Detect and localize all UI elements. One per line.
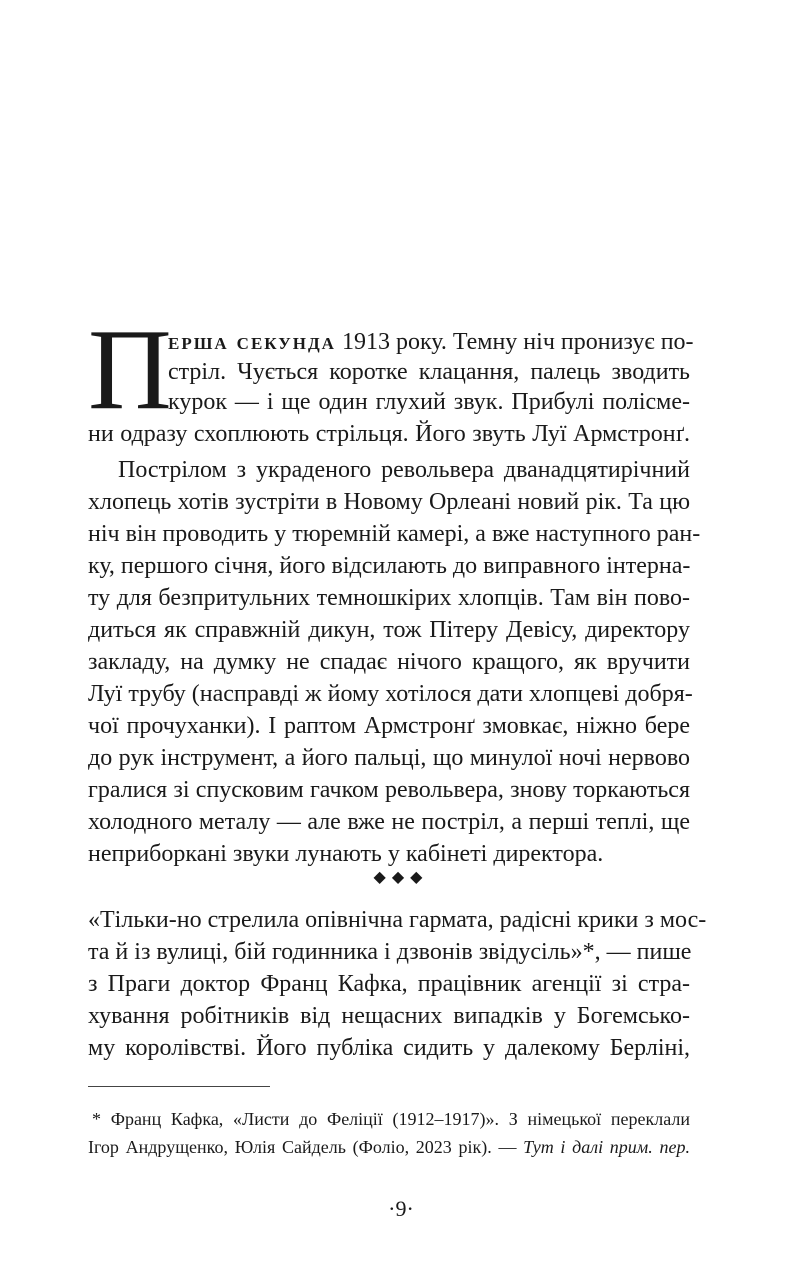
text-line: гралися зі спусковим гачком револьвера, знову торкаються <box>88 777 690 803</box>
text-line <box>168 327 694 357</box>
text-line: курок — і ще один глухий звук. Прибулі полісме- <box>168 389 690 415</box>
section-ornament: ◆◆◆ <box>373 869 429 886</box>
text-line: холодного металу — але вже не постріл, а перші теплі, ще <box>88 809 690 835</box>
footnote-rule <box>88 1086 270 1087</box>
text-line: стріл. Чується коротке клацання, палець зводить <box>168 359 690 385</box>
lead-in-smallcaps: ерша секунда <box>168 329 336 355</box>
text-line: хування робітників від нещасних випадків у Богемсько- <box>88 1003 690 1029</box>
text-line: «Тільки-но стрелила опівнічна гармата, радісні крики з мос- <box>88 907 707 933</box>
text-line: му королівстві. Його публіка сидить у далекому Берліні, <box>88 1035 690 1061</box>
page-number: ·9· <box>388 1196 414 1221</box>
text-line: до рук інструмент, а його пальці, що минулої ночі нервово <box>88 745 690 771</box>
text-line: закладу, на думку не спадає нічого кращого, як вручити <box>88 649 690 675</box>
text-line: ни одразу схоплюють стрільця. Його звуть Луї Армстронґ. <box>88 421 690 447</box>
text-line: ку, першого січня, його відсилають до виправного інтерна- <box>88 553 691 579</box>
text-line: диться як справжній дикун, тож Пітеру Девісу, директору <box>88 617 690 643</box>
text-line: з Праги доктор Франц Кафка, працівник агенції зі стра- <box>88 971 690 997</box>
text-line: чої прочуханки). І раптом Армстронґ змовкає, ніжно бере <box>88 713 690 739</box>
text-line: неприборкані звуки лунають у кабінеті директора. <box>88 841 604 867</box>
text-line: хлопець хотів зустріти в Новому Орлеані новий рік. Та цю <box>88 489 690 515</box>
footnote-line: * Франц Кафка, «Листи до Феліції (1912–1917)». З німецької переклали <box>92 1109 690 1129</box>
footnote-italic-note: Тут і далі прим. пер. <box>523 1137 690 1157</box>
text-line: та й із вулиці, бій годинника і дзвонів звідусіль»*, — пише <box>88 939 692 965</box>
footnote-line <box>88 1134 690 1160</box>
text-line: Пострілом з украденого револьвера дванадцятирічний <box>118 457 690 483</box>
text-line: Луї трубу (насправді ж йому хотілося дати хлопцеві добря- <box>88 681 693 707</box>
text-fragment: 1913 року. Темну ніч пронизує по- <box>335 329 694 355</box>
footnote-text: Ігор Андрущенко, Юлія Сайдель (Фоліо, 2023 рік). — <box>88 1137 524 1157</box>
drop-cap: П <box>88 306 172 434</box>
text-line: ту для безпритульних темношкірих хлопців. Там він пово- <box>88 585 690 611</box>
text-line: ніч він проводить у тюремній камері, а вже наступного ран- <box>88 521 701 547</box>
